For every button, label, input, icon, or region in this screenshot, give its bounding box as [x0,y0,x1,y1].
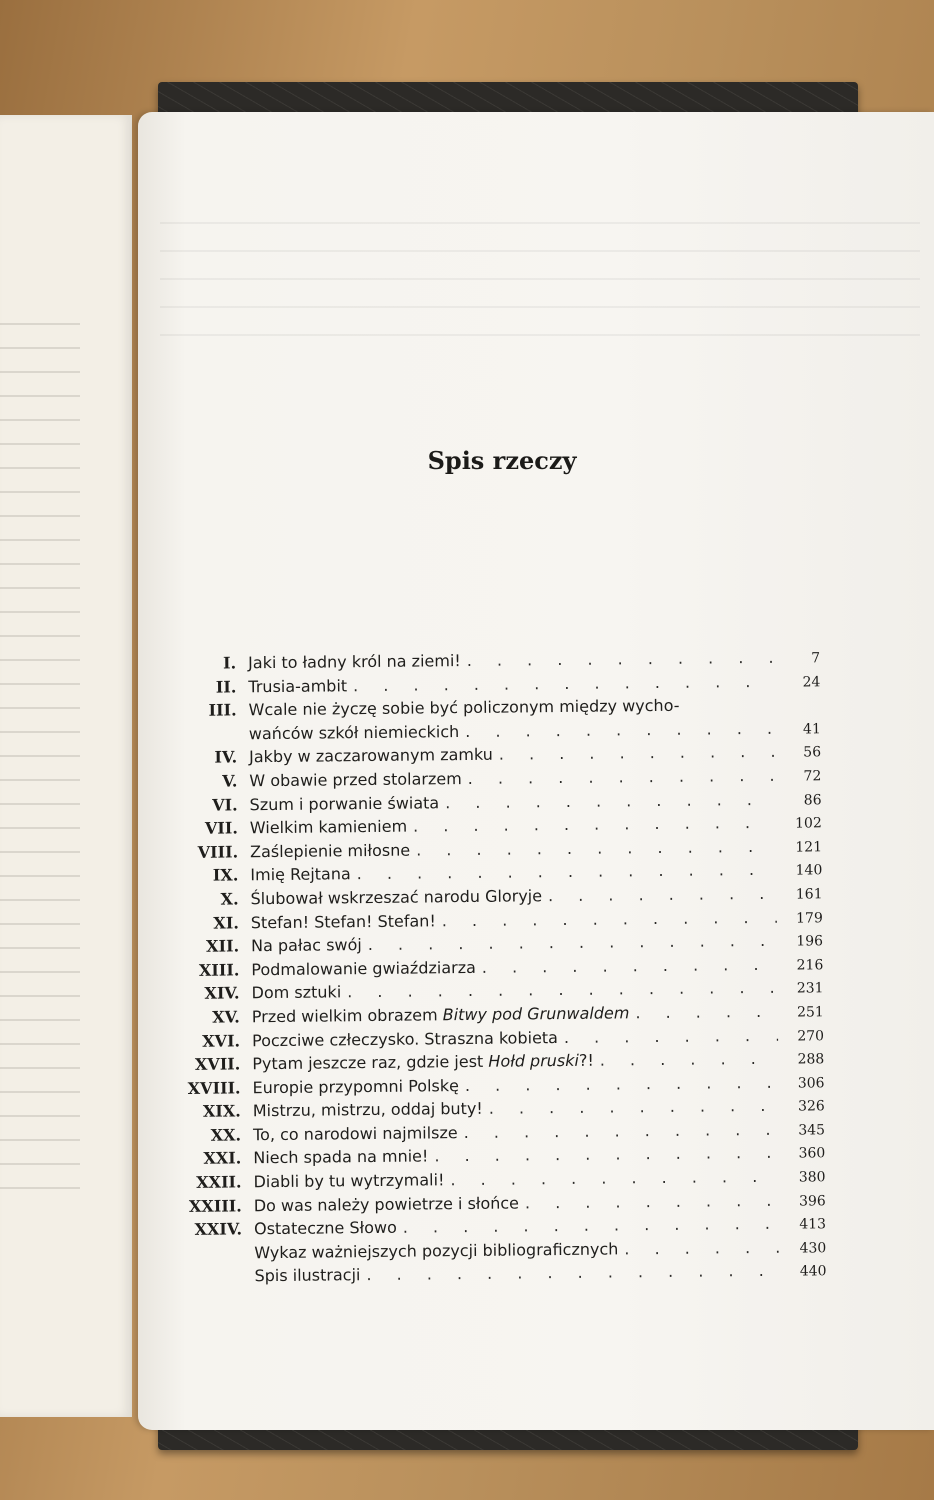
chapter-number: III. [208,700,237,720]
page-number: 231 [796,980,824,997]
page-number: 345 [798,1122,826,1139]
page-number: 288 [797,1051,825,1068]
chapter-title-suffix: ?! [578,1050,594,1070]
chapter-number: XVIII. [187,1078,241,1098]
chapter-title: Zaślepienie miłosne [249,840,411,862]
chapter-title: Poczciwe człeczysko. Straszna kobieta [251,1027,559,1050]
page-number: 140 [795,862,823,879]
leader-dots [482,952,778,979]
chapter-title: Jaki to ładny król na ziemi! [248,651,461,673]
leader-dots [366,1259,780,1287]
page-number: 7 [811,650,821,667]
bibliography-title: Wykaz ważniejszych pozycji bibliograficznych [254,1239,619,1263]
chapter-number: VIII. [197,842,239,862]
page-number: 216 [796,956,824,974]
leader-dots [467,646,775,673]
chapter-title: Ślubował wskrzeszać narodu Gloryje [250,886,543,909]
chapter-number: XXIV. [194,1219,243,1240]
chapter-title: Imię Rejtana [250,864,351,885]
leader-dots [548,882,777,908]
page-number: 179 [796,909,823,927]
chapter-number: XXII. [196,1172,242,1192]
left-page [0,115,132,1417]
chapter-title-italic: Hołd pruski [488,1050,580,1071]
chapter-title: Do was należy powietrze i słońce [253,1193,520,1215]
page-number: 56 [803,744,822,761]
chapter-title: Diabli by tu wytrzymali! [253,1170,445,1192]
chapter-number: XXI. [203,1148,242,1169]
chapter-number: VII. [204,818,238,838]
leader-dots [489,1094,779,1121]
page-number: 121 [795,839,823,856]
page-number: 440 [799,1263,827,1280]
leader-dots [464,1118,780,1145]
page-number: 326 [797,1098,825,1115]
left-page-show-through [0,305,80,1205]
page-number: 251 [796,1004,824,1021]
chapter-number: IV. [214,747,238,768]
chapter-title: Ostateczne Słowo [253,1218,397,1239]
page-number: 196 [796,933,824,950]
leader-dots [434,1141,779,1168]
illustrations-title: Spis ilustracji [254,1265,361,1286]
leader-dots [442,905,777,932]
leader-dots [450,1165,779,1192]
page-number: 270 [797,1027,825,1045]
leader-dots [525,1188,780,1214]
chapter-title: Podmalowanie gwiaździarza [251,957,476,979]
chapter-title: Wcale nie życzę sobie być policzonym między wycho- [248,695,680,720]
chapter-number: XXIII. [188,1196,242,1216]
page-number: 24 [802,673,821,691]
page-number: 72 [803,768,822,785]
chapter-number: XIII. [198,960,240,980]
table-of-contents [180,645,827,1289]
chapter-title-italic: Bitwy pod Grunwaldem [442,1003,630,1025]
leader-dots [499,740,775,766]
page-number: 86 [803,791,822,809]
page-show-through [160,200,920,340]
leader-dots [564,1023,778,1049]
chapter-number: VI. [212,794,238,815]
chapter-number: X. [220,889,239,909]
page-number: 360 [798,1145,826,1163]
leader-dots [635,1000,778,1025]
chapter-number: I. [222,653,237,673]
leader-dots [468,764,776,791]
chapter-title: Na pałac swój [250,935,362,956]
page-number: 380 [798,1169,826,1186]
chapter-title: Szum i porwanie świata [249,792,440,814]
chapter-title: Niech spada na mnie! [253,1146,429,1168]
page-number: 396 [798,1192,826,1210]
chapter-number: II. [215,677,237,697]
chapter-title-text: Pytam jeszcze raz, gdzie jest [252,1051,489,1074]
page-number: 41 [802,721,821,738]
chapter-title: Dom sztuki [251,982,342,1003]
chapter-number: V. [222,771,238,791]
chapter-number: XVI. [202,1030,241,1051]
leader-dots [465,717,775,744]
chapter-number: XX. [210,1125,242,1145]
page-number: 102 [795,815,822,832]
chapter-title: Wielkim kamieniem [249,816,408,838]
page-number: 161 [795,886,823,903]
chapter-number: XIX. [202,1101,241,1122]
chapter-number: XVII. [194,1054,241,1074]
chapter-title-text: Przed wielkim obrazem [251,1005,443,1027]
leader-dots [624,1236,780,1261]
page-number: 413 [799,1216,827,1233]
chapter-title [252,1049,594,1076]
chapter-number: IX. [212,865,239,886]
chapter-number: XIV. [204,983,240,1004]
leader-dots [445,787,776,814]
chapter-title: Trusia-ambit [248,675,348,696]
chapter-number: XI. [213,912,239,933]
page-number: 306 [797,1074,825,1092]
chapter-title: Stefan! Stefan! Stefan! [250,910,436,932]
chapter-title: To, co narodowi najmilsze [252,1122,458,1145]
page-number: 430 [799,1240,827,1257]
leader-dots [600,1047,779,1072]
chapter-number: XV. [212,1007,240,1027]
chapter-title: W obawie przed stolarzem [249,769,462,791]
chapter-title: Europie przypomni Polskę [252,1075,460,1097]
chapter-title: Jakby w zaczarowanym zamku [249,745,493,767]
chapter-number: XII. [206,936,240,956]
page-title: Spis rzeczy [427,446,577,475]
chapter-title: Mistrzu, mistrzu, oddaj buty! [252,1099,483,1121]
chapter-title-continued: wańców szkół niemieckich [248,721,460,744]
leader-dots [465,1070,779,1097]
